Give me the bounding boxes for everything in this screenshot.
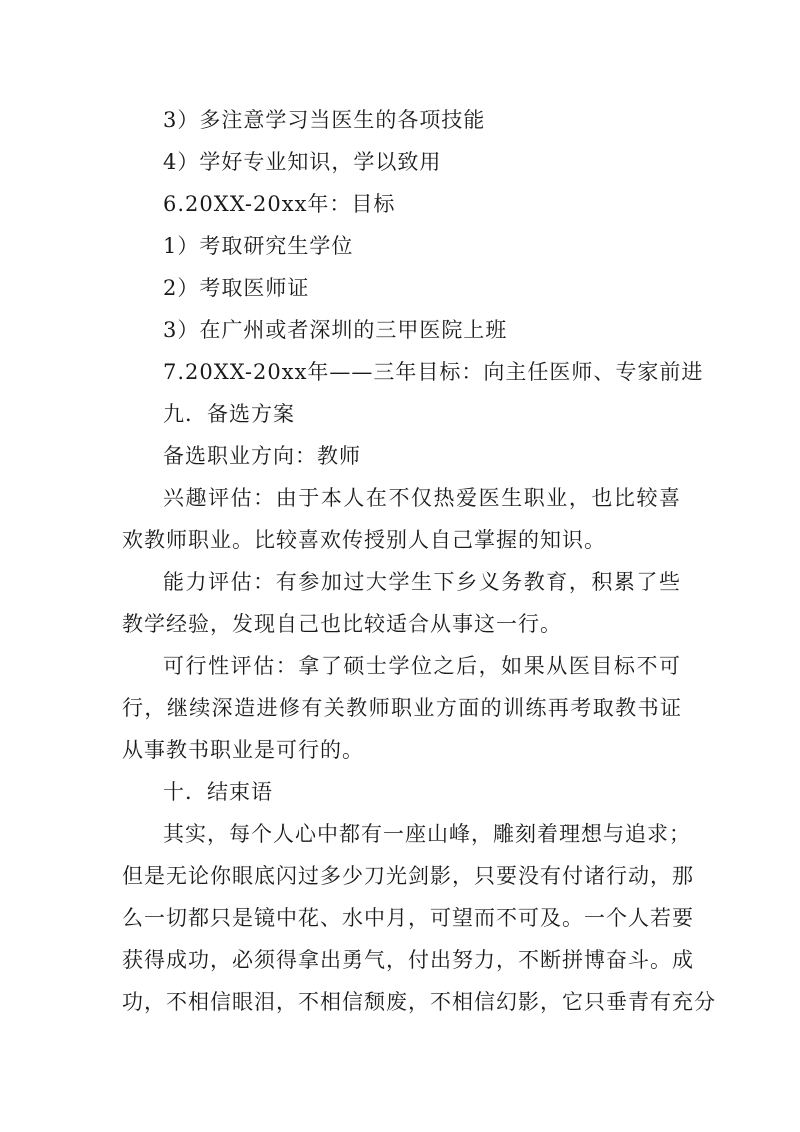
- paragraph-line: 可行性评估：拿了硕士学位之后，如果从医目标不可: [163, 654, 681, 678]
- text-line: 3）在广州或者深圳的三甲医院上班: [163, 318, 508, 342]
- paragraph-line: 其实，每个人心中都有一座山峰，雕刻着理想与追求；: [163, 822, 691, 846]
- text-line: 6.20XX-20xx年：目标: [163, 192, 396, 216]
- paragraph-line: 获得成功，必须得拿出勇气，付出努力，不断拼博奋斗。成: [122, 948, 694, 972]
- paragraph-line: 兴趣评估：由于本人在不仅热爱医生职业，也比较喜: [163, 486, 681, 510]
- text-line: 3）多注意学习当医生的各项技能: [163, 108, 486, 132]
- text-line: 2）考取医师证: [163, 276, 310, 300]
- paragraph-line: 但是无论你眼底闪过多少刀光剑影，只要没有付诸行动，那: [122, 864, 694, 888]
- section-heading: 十．结束语: [163, 780, 273, 804]
- text-line: 备选职业方向：教师: [163, 444, 361, 468]
- text-line: 7.20XX-20xx年——三年目标：向主任医师、专家前进: [163, 360, 704, 384]
- paragraph-line: 功，不相信眼泪，不相信颓废，不相信幻影，它只垂青有充分: [122, 990, 716, 1014]
- paragraph-line: 行，继续深造进修有关教师职业方面的训练再考取教书证: [122, 696, 682, 720]
- section-heading: 九．备选方案: [163, 402, 295, 426]
- text-line: 4）学好专业知识，学以致用: [163, 150, 442, 174]
- paragraph-line: 能力评估：有参加过大学生下乡义务教育，积累了些: [163, 570, 681, 594]
- text-line: 1）考取研究生学位: [163, 234, 354, 258]
- paragraph-line: 欢教师职业。比较喜欢传授别人自己掌握的知识。: [122, 528, 606, 552]
- paragraph-line: 从事教书职业是可行的。: [122, 738, 364, 762]
- paragraph-line: 教学经验，发现自己也比较适合从事这一行。: [122, 612, 562, 636]
- paragraph-line: 么一切都只是镜中花、水中月，可望而不可及。一个人若要: [122, 906, 694, 930]
